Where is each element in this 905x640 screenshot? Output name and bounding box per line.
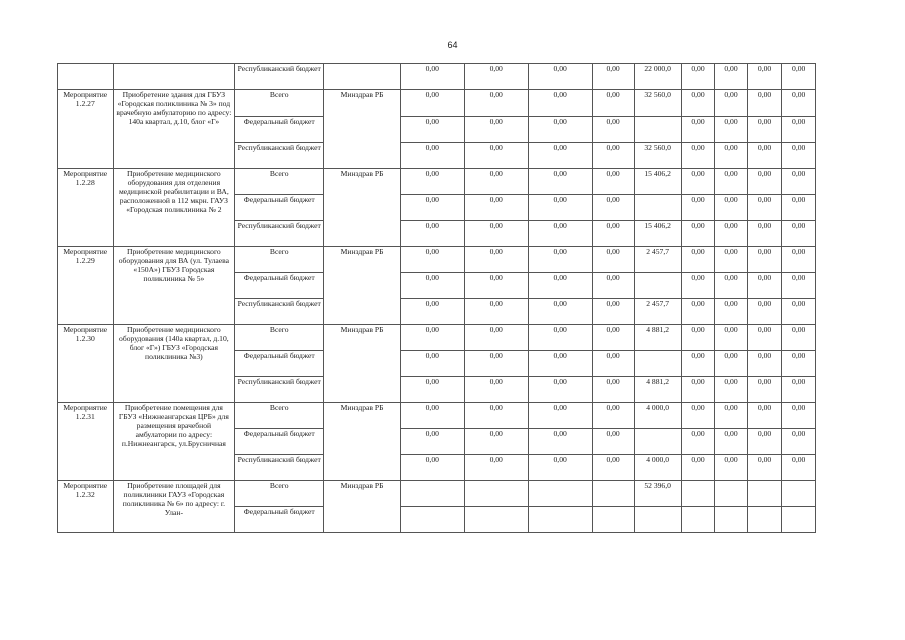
value-cell: 0,00 [464, 273, 528, 299]
value-cell: 0,00 [681, 169, 715, 195]
measure-code-cell [58, 64, 114, 90]
value-cell [528, 507, 592, 533]
value-cell: 0,00 [528, 195, 592, 221]
value-cell: 2 457,7 [634, 247, 681, 273]
value-cell: 0,00 [782, 429, 816, 455]
value-cell: 0,00 [592, 221, 634, 247]
executor-cell: Минздрав РБ [324, 481, 401, 533]
funding-source-cell: Всего [235, 169, 324, 195]
value-cell: 0,00 [782, 247, 816, 273]
value-cell: 0,00 [528, 403, 592, 429]
value-cell: 0,00 [592, 169, 634, 195]
measure-description-cell [113, 64, 235, 90]
value-cell: 0,00 [782, 64, 816, 90]
value-cell: 0,00 [715, 195, 748, 221]
executor-cell: Минздрав РБ [324, 247, 401, 325]
value-cell: 0,00 [782, 90, 816, 117]
value-cell: 0,00 [464, 64, 528, 90]
value-cell: 0,00 [747, 195, 782, 221]
measure-code-cell: Мероприятие 1.2.32 [58, 481, 114, 533]
funding-source-cell: Всего [235, 325, 324, 351]
value-cell: 4 000,0 [634, 403, 681, 429]
funding-source-cell: Федеральный бюджет [235, 195, 324, 221]
value-cell: 15 406,2 [634, 169, 681, 195]
value-cell: 0,00 [681, 64, 715, 90]
value-cell: 0,00 [747, 247, 782, 273]
value-cell: 0,00 [715, 117, 748, 143]
value-cell: 0,00 [528, 169, 592, 195]
funding-source-cell: Всего [235, 481, 324, 507]
value-cell: 0,00 [747, 221, 782, 247]
value-cell: 52 396,0 [634, 481, 681, 507]
executor-cell: Минздрав РБ [324, 403, 401, 481]
funding-source-cell: Федеральный бюджет [235, 273, 324, 299]
value-cell: 0,00 [400, 64, 464, 90]
value-cell: 0,00 [528, 64, 592, 90]
value-cell: 0,00 [782, 403, 816, 429]
value-cell: 0,00 [681, 247, 715, 273]
value-cell: 0,00 [782, 169, 816, 195]
value-cell: 0,00 [782, 273, 816, 299]
value-cell: 0,00 [782, 325, 816, 351]
value-cell: 0,00 [715, 351, 748, 377]
value-cell: 0,00 [400, 351, 464, 377]
value-cell: 0,00 [592, 455, 634, 481]
value-cell: 0,00 [782, 221, 816, 247]
value-cell: 0,00 [592, 117, 634, 143]
value-cell [592, 507, 634, 533]
value-cell [681, 507, 715, 533]
executor-cell [324, 64, 401, 90]
value-cell: 0,00 [528, 455, 592, 481]
measure-description-cell: Приобретение площадей для поликлиники ГАУЗ «Городская поликлиника № 6» по адресу: г. Улан- [113, 481, 235, 533]
value-cell: 0,00 [528, 299, 592, 325]
value-cell: 0,00 [592, 247, 634, 273]
value-cell: 0,00 [681, 221, 715, 247]
value-cell: 0,00 [528, 429, 592, 455]
value-cell: 0,00 [715, 299, 748, 325]
value-cell: 0,00 [400, 169, 464, 195]
measure-code-cell: Мероприятие 1.2.28 [58, 169, 114, 247]
value-cell [634, 351, 681, 377]
funding-source-cell: Всего [235, 403, 324, 429]
measure-code-cell: Мероприятие 1.2.27 [58, 90, 114, 169]
value-cell: 0,00 [592, 273, 634, 299]
value-cell: 0,00 [715, 221, 748, 247]
funding-source-cell: Республиканский бюджет [235, 299, 324, 325]
value-cell: 0,00 [400, 429, 464, 455]
page-number: 64 [447, 40, 458, 50]
value-cell: 0,00 [464, 143, 528, 169]
table-row [58, 403, 816, 429]
value-cell: 0,00 [464, 403, 528, 429]
value-cell: 0,00 [400, 90, 464, 117]
value-cell [634, 117, 681, 143]
value-cell: 0,00 [400, 117, 464, 143]
measure-description-cell: Приобретение медицинского оборудования для ВА (ул. Тулаева «150А») ГБУЗ Городская поликлиника № 5» [113, 247, 235, 325]
value-cell: 0,00 [747, 377, 782, 403]
value-cell: 0,00 [681, 195, 715, 221]
value-cell: 0,00 [715, 429, 748, 455]
value-cell: 0,00 [400, 273, 464, 299]
value-cell [464, 507, 528, 533]
value-cell: 0,00 [592, 429, 634, 455]
measure-code-cell: Мероприятие 1.2.30 [58, 325, 114, 403]
value-cell [464, 481, 528, 507]
value-cell: 0,00 [715, 64, 748, 90]
value-cell: 0,00 [782, 117, 816, 143]
funding-source-cell: Федеральный бюджет [235, 507, 324, 533]
value-cell [681, 481, 715, 507]
value-cell: 0,00 [400, 221, 464, 247]
value-cell: 0,00 [747, 273, 782, 299]
value-cell [634, 195, 681, 221]
value-cell [747, 507, 782, 533]
measure-description-cell: Приобретение медицинского оборудования для отделения медицинской реабилитации и ВА, расположенной в 112 мкрн. ГАУЗ «Городская поликлиника № 2 [113, 169, 235, 247]
value-cell: 0,00 [464, 351, 528, 377]
table-row [58, 247, 816, 273]
value-cell: 0,00 [528, 325, 592, 351]
value-cell: 4 881,2 [634, 377, 681, 403]
value-cell: 0,00 [681, 325, 715, 351]
value-cell: 0,00 [782, 299, 816, 325]
value-cell: 0,00 [464, 221, 528, 247]
value-cell: 0,00 [464, 195, 528, 221]
value-cell: 0,00 [400, 377, 464, 403]
measure-code-cell: Мероприятие 1.2.31 [58, 403, 114, 481]
value-cell: 0,00 [528, 377, 592, 403]
funding-source-cell: Республиканский бюджет [235, 143, 324, 169]
value-cell: 22 000,0 [634, 64, 681, 90]
value-cell: 0,00 [464, 429, 528, 455]
value-cell: 0,00 [464, 299, 528, 325]
funding-source-cell: Республиканский бюджет [235, 377, 324, 403]
value-cell [782, 481, 816, 507]
value-cell: 0,00 [592, 351, 634, 377]
value-cell: 0,00 [400, 299, 464, 325]
value-cell: 0,00 [528, 247, 592, 273]
value-cell: 0,00 [592, 195, 634, 221]
value-cell: 0,00 [782, 195, 816, 221]
funding-source-cell: Всего [235, 90, 324, 117]
value-cell: 0,00 [681, 429, 715, 455]
value-cell [634, 507, 681, 533]
value-cell [528, 481, 592, 507]
value-cell: 0,00 [747, 143, 782, 169]
budget-table [57, 63, 816, 533]
value-cell: 0,00 [747, 325, 782, 351]
value-cell: 0,00 [681, 117, 715, 143]
value-cell: 0,00 [400, 247, 464, 273]
value-cell: 0,00 [681, 299, 715, 325]
value-cell: 0,00 [592, 403, 634, 429]
funding-source-cell: Республиканский бюджет [235, 64, 324, 90]
table-row [58, 325, 816, 351]
value-cell: 0,00 [400, 455, 464, 481]
table-row [58, 90, 816, 117]
value-cell: 0,00 [782, 377, 816, 403]
value-cell: 0,00 [400, 325, 464, 351]
value-cell: 0,00 [715, 273, 748, 299]
value-cell: 0,00 [400, 195, 464, 221]
funding-source-cell: Всего [235, 247, 324, 273]
funding-source-cell: Республиканский бюджет [235, 221, 324, 247]
value-cell: 0,00 [681, 455, 715, 481]
value-cell: 15 406,2 [634, 221, 681, 247]
value-cell: 0,00 [681, 143, 715, 169]
value-cell [747, 481, 782, 507]
value-cell: 0,00 [400, 403, 464, 429]
value-cell: 0,00 [747, 455, 782, 481]
funding-source-cell: Федеральный бюджет [235, 429, 324, 455]
value-cell: 0,00 [681, 377, 715, 403]
value-cell: 0,00 [528, 221, 592, 247]
value-cell: 0,00 [592, 325, 634, 351]
value-cell: 0,00 [681, 351, 715, 377]
value-cell [715, 507, 748, 533]
value-cell [634, 273, 681, 299]
executor-cell: Минздрав РБ [324, 169, 401, 247]
value-cell: 0,00 [715, 325, 748, 351]
value-cell: 0,00 [464, 455, 528, 481]
value-cell: 0,00 [592, 90, 634, 117]
value-cell [400, 481, 464, 507]
value-cell: 0,00 [715, 377, 748, 403]
value-cell: 4 000,0 [634, 455, 681, 481]
measure-code-cell: Мероприятие 1.2.29 [58, 247, 114, 325]
value-cell: 0,00 [592, 299, 634, 325]
value-cell: 0,00 [681, 90, 715, 117]
funding-source-cell: Республиканский бюджет [235, 455, 324, 481]
value-cell: 0,00 [464, 169, 528, 195]
value-cell: 0,00 [715, 247, 748, 273]
value-cell [782, 507, 816, 533]
value-cell: 0,00 [592, 64, 634, 90]
value-cell: 4 881,2 [634, 325, 681, 351]
executor-cell: Минздрав РБ [324, 90, 401, 169]
value-cell: 0,00 [782, 143, 816, 169]
value-cell: 0,00 [747, 64, 782, 90]
value-cell: 0,00 [747, 117, 782, 143]
value-cell [592, 481, 634, 507]
value-cell: 32 560,0 [634, 90, 681, 117]
value-cell: 0,00 [464, 247, 528, 273]
value-cell: 0,00 [681, 403, 715, 429]
value-cell: 2 457,7 [634, 299, 681, 325]
value-cell: 0,00 [782, 455, 816, 481]
value-cell [400, 507, 464, 533]
value-cell: 0,00 [782, 351, 816, 377]
value-cell [715, 481, 748, 507]
value-cell: 0,00 [528, 351, 592, 377]
value-cell: 0,00 [747, 90, 782, 117]
value-cell: 0,00 [681, 273, 715, 299]
value-cell: 0,00 [528, 117, 592, 143]
value-cell: 0,00 [715, 169, 748, 195]
value-cell: 0,00 [528, 273, 592, 299]
executor-cell: Минздрав РБ [324, 325, 401, 403]
value-cell: 0,00 [715, 143, 748, 169]
value-cell: 0,00 [464, 90, 528, 117]
value-cell: 0,00 [747, 169, 782, 195]
measure-description-cell: Приобретение здания для ГБУЗ «Городская поликлиника № 3» под врачебную амбулаторию по адресу: 140а квартал, д.10, блог «Г» [113, 90, 235, 169]
value-cell: 0,00 [747, 429, 782, 455]
value-cell: 0,00 [528, 90, 592, 117]
value-cell: 0,00 [528, 143, 592, 169]
value-cell: 0,00 [715, 403, 748, 429]
funding-source-cell: Федеральный бюджет [235, 117, 324, 143]
value-cell: 0,00 [592, 377, 634, 403]
value-cell: 0,00 [715, 455, 748, 481]
value-cell: 0,00 [747, 299, 782, 325]
value-cell: 32 560,0 [634, 143, 681, 169]
table-row [58, 169, 816, 195]
value-cell: 0,00 [400, 143, 464, 169]
table-row [58, 481, 816, 507]
value-cell: 0,00 [464, 117, 528, 143]
value-cell: 0,00 [464, 377, 528, 403]
value-cell: 0,00 [464, 325, 528, 351]
funding-source-cell: Федеральный бюджет [235, 351, 324, 377]
measure-description-cell: Приобретение помещения для ГБУЗ «Нижнеангарская ЦРБ» для размещения врачебной амбулатории по адресу: п.Нижнеангарск, ул.Брусничная [113, 403, 235, 481]
value-cell: 0,00 [592, 143, 634, 169]
measure-description-cell: Приобретение медицинского оборудования (140а квартал, д.10, блог «Г») ГБУЗ «Городская поликлиника №3) [113, 325, 235, 403]
value-cell [634, 429, 681, 455]
value-cell: 0,00 [715, 90, 748, 117]
value-cell: 0,00 [747, 403, 782, 429]
table-row [58, 64, 816, 90]
value-cell: 0,00 [747, 351, 782, 377]
